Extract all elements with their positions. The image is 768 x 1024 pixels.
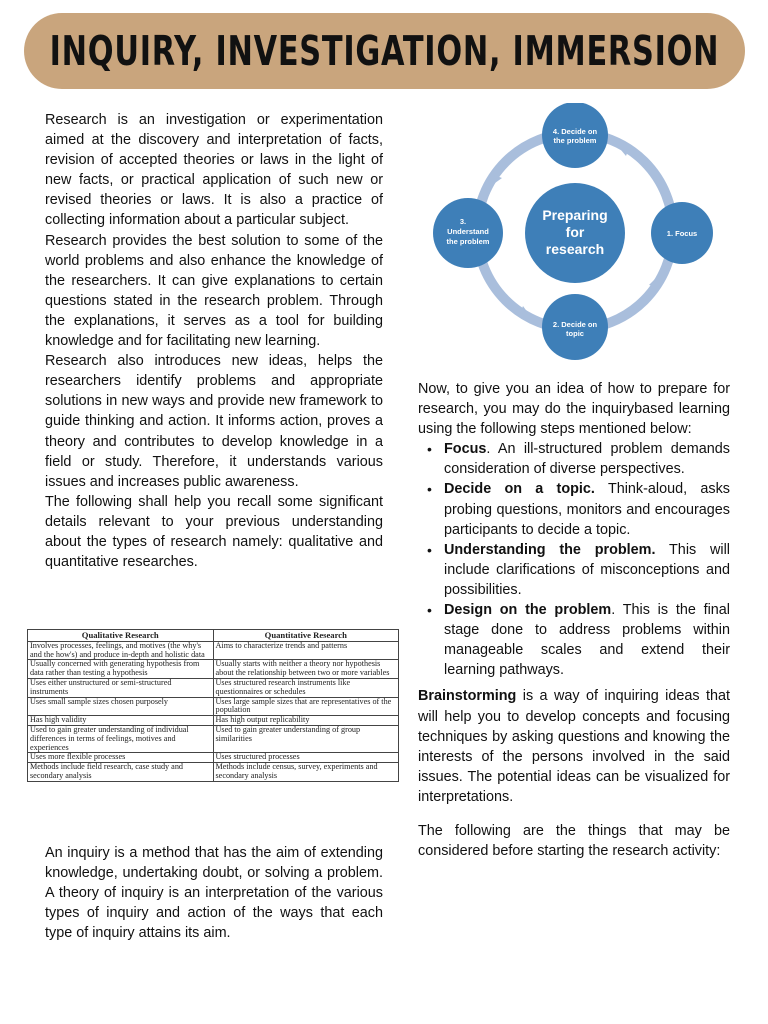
table-cell: Uses structured processes bbox=[213, 753, 399, 763]
table-row bbox=[28, 763, 399, 782]
table-cell: Involves processes, feelings, and motives (the why's and the how's) and produce in-depth and holistic data bbox=[28, 641, 214, 660]
center-label-2: for bbox=[565, 224, 585, 240]
paragraph-closing: The following are the things that may be considered before starting the research activity: bbox=[418, 822, 730, 860]
node-label: the problem bbox=[446, 237, 490, 246]
step-term: Understanding the problem. bbox=[444, 541, 656, 558]
node-label: 3. bbox=[459, 217, 467, 226]
table-row bbox=[28, 660, 399, 679]
step-text: . An ill-structured problem demands consideration of diverse perspectives. bbox=[444, 441, 730, 478]
node-focus bbox=[651, 202, 713, 264]
step-term: Design on the problem bbox=[444, 602, 612, 619]
table-header-qualitative: Qualitative Research bbox=[28, 630, 214, 642]
page-title: INQUIRY, INVESTIGATION, IMMERSION bbox=[49, 27, 720, 75]
list-item bbox=[418, 479, 730, 539]
node-decide-topic bbox=[542, 294, 608, 360]
table-row bbox=[28, 716, 399, 726]
node-label: 1. Focus bbox=[666, 229, 698, 238]
step-text: This will include clarifications of misconceptions and possibilities. bbox=[444, 541, 730, 598]
table-row bbox=[28, 641, 399, 660]
center-label-1: Preparing bbox=[542, 207, 608, 223]
paragraph-steps-intro: Now, to give you an idea of how to prepare for research, you may do the inquirybased learning using the following steps mentioned below: bbox=[418, 381, 730, 438]
title-banner bbox=[24, 13, 745, 89]
table-cell: Uses large sample sizes that are representatives of the population bbox=[213, 697, 399, 716]
table-cell: Uses structured research instruments like questionnaires or schedules bbox=[213, 678, 399, 697]
node-label: 2. Decide on bbox=[552, 320, 598, 329]
table-cell: Methods include field research, case study and secondary analysis bbox=[28, 763, 214, 782]
step-text: . This is the final stage done to address problems within manageable scales and extend their learning pathways. bbox=[444, 602, 730, 679]
research-cycle-diagram bbox=[425, 103, 725, 363]
paragraph-brainstorming bbox=[418, 686, 730, 807]
paragraph-research-ideas: Research also introduces new ideas, helps the researchers identify problems and appropriate solutions in new ways and provide new framework to guide thinking and action. It informs action, proves a theory and contributes to develop knowledge in a field or study. Therefore, it understands various issues and increases public awareness. bbox=[45, 353, 383, 490]
table-cell: Uses more flexible processes bbox=[28, 753, 214, 763]
table-row bbox=[28, 725, 399, 752]
step-term: Decide on a topic. bbox=[444, 481, 595, 498]
center-node bbox=[525, 183, 625, 283]
step-term: Focus bbox=[444, 441, 487, 458]
left-column bbox=[45, 110, 383, 572]
research-comparison-table bbox=[27, 629, 399, 782]
table-header-quantitative: Quantitative Research bbox=[213, 630, 399, 642]
brainstorm-text: is a way of inquiring ideas that will help you to develop concepts and focusing techniques by asking questions and knowing the interests of the persons involved in the said issues. The potential ideas can be visualized for interpretations. bbox=[418, 688, 730, 805]
list-item bbox=[418, 540, 730, 600]
node-label: the problem bbox=[553, 136, 597, 145]
table-cell: Has high validity bbox=[28, 716, 214, 726]
node-label: Understand bbox=[447, 227, 489, 236]
table-cell: Used to gain greater understanding of group similarities bbox=[213, 725, 399, 752]
inquiry-section bbox=[45, 843, 383, 943]
table-header-row bbox=[28, 630, 399, 642]
node-label: 4. Decide on bbox=[552, 127, 598, 136]
paragraph-research-definition: Research is an investigation or experimentation aimed at the discovery and interpretation of facts, revision of accepted theories or laws in the light of new facts, or practical application of such new or revised theories or laws. It is also a practice of collecting information about a particular subject. bbox=[45, 112, 383, 229]
table-cell: Uses either unstructured or semi-structured instruments bbox=[28, 678, 214, 697]
center-label-3: research bbox=[545, 241, 605, 257]
table-row bbox=[28, 678, 399, 697]
table-cell: Usually starts with neither a theory nor hypothesis about the relationship between two or more variables bbox=[213, 660, 399, 679]
table-cell: Aims to characterize trends and patterns bbox=[213, 641, 399, 660]
node-decide-problem bbox=[542, 103, 608, 168]
node-understand-problem bbox=[433, 198, 503, 268]
right-column bbox=[418, 379, 730, 861]
table-cell: Usually concerned with generating hypothesis from data rather than testing a hypothesis bbox=[28, 660, 214, 679]
table-cell: Used to gain greater understanding of individual differences in terms of feelings, motives and experiences bbox=[28, 725, 214, 752]
table-cell: Has high output replicability bbox=[213, 716, 399, 726]
step-text: Think-aloud, asks probing questions, monitors and encourages participants to decide a topic. bbox=[444, 481, 730, 538]
list-item bbox=[418, 439, 730, 479]
brainstorm-term: Brainstorming bbox=[418, 688, 517, 705]
paragraph-types-intro: The following shall help you recall some significant details relevant to your previous understanding about the types of research namely: qualitative and quantitative researches. bbox=[45, 493, 383, 571]
table-cell: Methods include census, survey, experiments and secondary analysis bbox=[213, 763, 399, 782]
steps-list bbox=[418, 439, 730, 680]
paragraph-research-benefits: Research provides the best solution to some of the world problems and also enhance the knowledge of the researchers. It can give explanations to certain questions stated in the research problem. Through the explanations, it serves as a tool for building knowledge and for facilitating new learning. bbox=[45, 232, 383, 350]
table-cell: Uses small sample sizes chosen purposely bbox=[28, 697, 214, 716]
paragraph-inquiry: An inquiry is a method that has the aim of extending knowledge, undertaking doubt, or solving a problem. A theory of inquiry is an interpretation of the various types of inquiry and action of the ways that each type of inquiry attains its aim. bbox=[45, 845, 383, 942]
list-item bbox=[418, 600, 730, 680]
table-row bbox=[28, 697, 399, 716]
node-label: topic bbox=[566, 329, 584, 338]
